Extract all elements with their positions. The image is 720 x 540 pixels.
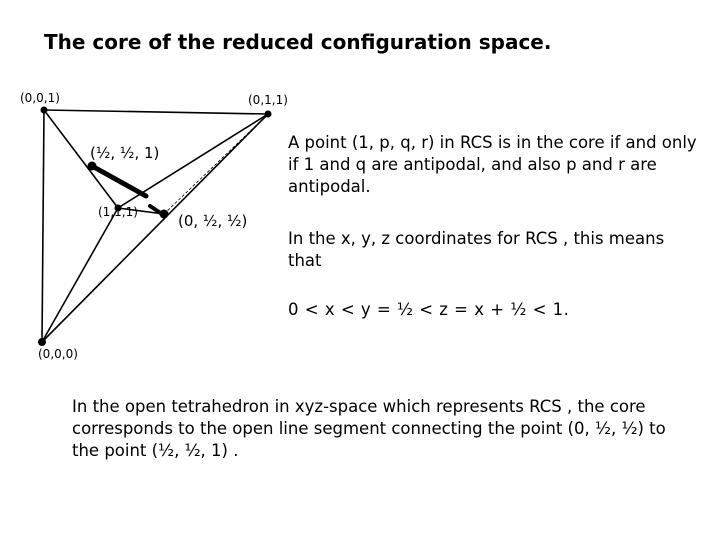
tetrahedron-explanation-text: In the open tetrahedron in xyz-space which represents RCS , the core corresponds to the open line segment connecting the point (0, ½, ½) to the point (½, ½, 1) . xyxy=(72,397,666,460)
edge-top xyxy=(44,110,268,114)
label-mid-right: (0, ½, ½) xyxy=(178,212,248,230)
edge-mid-right-faint xyxy=(164,114,268,214)
vertex-top-right xyxy=(265,111,272,118)
core-inequality-formula: 0 < x < y = ½ < z = x + ½ < 1. xyxy=(288,300,570,319)
tetrahedron-diagram xyxy=(0,80,290,380)
coordinates-intro-text: In the x, y, z coordinates for RCS , this means that xyxy=(288,229,665,270)
edge-mid-to-bottom xyxy=(42,208,118,342)
edge-left xyxy=(42,110,44,342)
point-half-half-one xyxy=(88,162,97,171)
label-upper-mid: (½, ½, 1) xyxy=(90,144,160,162)
vertex-bottom xyxy=(38,338,46,346)
label-bottom: (0,0,0) xyxy=(38,347,78,361)
vertex-top-left xyxy=(41,107,48,114)
core-definition-text: A point (1, p, q, r) in RCS is in the core if and only if 1 and q are antipodal, and also p and r are antipodal. xyxy=(288,133,697,196)
label-top-left: (0,0,1) xyxy=(20,91,60,105)
point-zero-half-half xyxy=(160,210,169,219)
label-top-right: (0,1,1) xyxy=(248,93,288,107)
slide-title: The core of the reduced configuration space. xyxy=(44,30,552,54)
core-segment-upper xyxy=(92,166,146,196)
label-mid-left: (1,1,1) xyxy=(98,205,138,219)
